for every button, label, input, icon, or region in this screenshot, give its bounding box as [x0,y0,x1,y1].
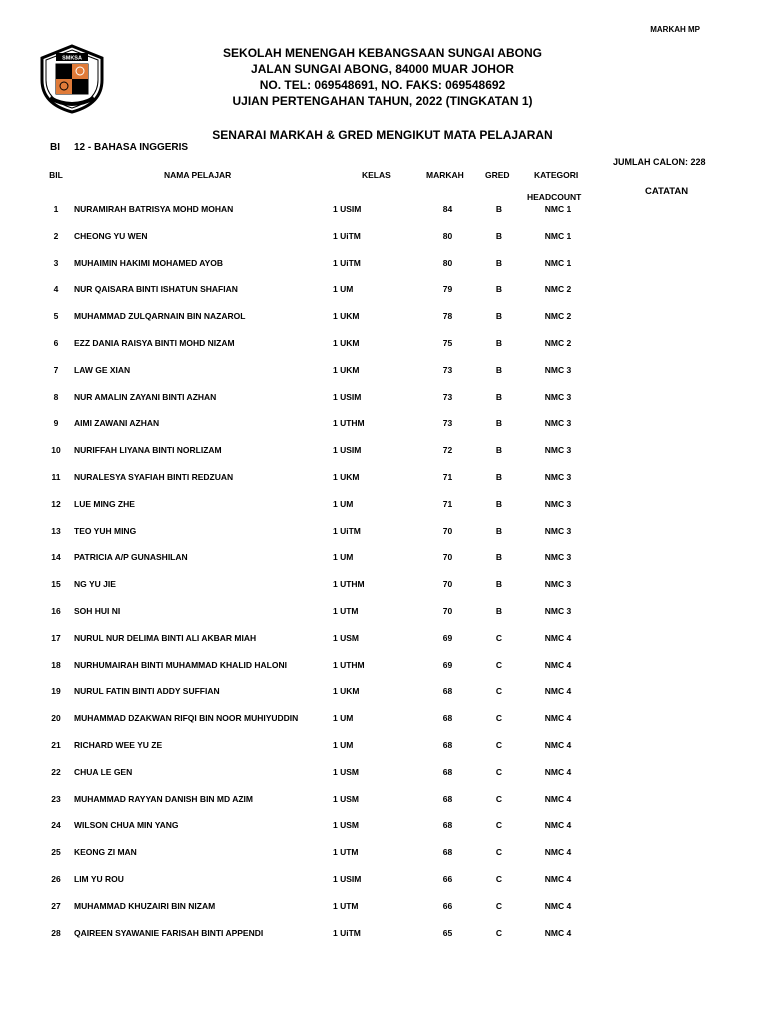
category-value: NMC 3 [544,365,572,375]
student-name: NURUL NUR DELIMA BINTI ALI AKBAR MIAH [74,633,257,643]
grade-value: C [495,767,503,777]
mark-value: 66 [442,901,453,911]
mark-value: 65 [442,928,453,938]
grade-value: B [495,365,503,375]
row-number: 15 [51,579,61,589]
category-value: NMC 4 [544,660,572,670]
mark-value: 72 [442,445,453,455]
subject-name: 12 - BAHASA INGGERIS [74,142,189,153]
category-value: NMC 3 [544,526,572,536]
row-number: 16 [51,606,61,616]
category-value: NMC 3 [544,606,572,616]
class-name: 1 UTHM [333,579,365,589]
student-name: NURIFFAH LIYANA BINTI NORLIZAM [74,445,222,455]
class-name: 1 USIM [333,445,362,455]
category-value: NMC 4 [544,686,572,696]
category-value: NMC 2 [544,338,572,348]
row-number: 8 [53,392,59,402]
mark-value: 73 [442,418,453,428]
row-number: 22 [51,767,61,777]
class-name: 1 UM [333,499,354,509]
row-number: 23 [51,794,61,804]
student-name: NUR AMALIN ZAYANI BINTI AZHAN [74,392,217,402]
mark-value: 80 [442,258,453,268]
school-name: SEKOLAH MENENGAH KEBANGSAAN SUNGAI ABONG [223,46,542,60]
mark-value: 68 [442,820,453,830]
report-subtitle: SENARAI MARKAH & GRED MENGIKUT MATA PELAJARAN [212,128,553,142]
subject-code: BI [50,142,60,153]
mark-value: 73 [442,365,453,375]
crest-text: SMKSA [62,55,82,62]
grade-value: C [495,686,503,696]
grade-value: B [495,579,503,589]
row-number: 3 [53,258,59,268]
school-contact: NO. TEL: 069548691, NO. FAKS: 069548692 [259,78,506,92]
student-name: CHUA LE GEN [74,767,133,777]
student-name: NURHUMAIRAH BINTI MUHAMMAD KHALID HALONI [74,660,287,670]
category-value: NMC 4 [544,820,572,830]
student-name: TEO YUH MING [74,526,137,536]
class-name: 1 USIM [333,392,362,402]
mark-value: 73 [442,392,453,402]
student-name: NG YU JIE [74,579,116,589]
report-code-label: MARKAH MP [650,25,700,34]
school-crest-logo [36,44,108,114]
grade-value: C [495,847,503,857]
mark-value: 78 [442,311,453,321]
row-number: 2 [53,231,59,241]
mark-value: 69 [442,633,453,643]
total-candidates: JUMLAH CALON: 228 [613,157,706,167]
row-number: 4 [53,284,59,294]
category-value: NMC 4 [544,847,572,857]
class-name: 1 UM [333,740,354,750]
student-name: WILSON CHUA MIN YANG [74,820,179,830]
student-name: MUHAMMAD ZULQARNAIN BIN NAZAROL [74,311,246,321]
student-name: NURALESYA SYAFIAH BINTI REDZUAN [74,472,234,482]
row-number: 21 [51,740,61,750]
category-value: NMC 4 [544,767,572,777]
student-name: AIMI ZAWANI AZHAN [74,418,160,428]
class-name: 1 UiTM [333,231,361,241]
grade-value: C [495,901,503,911]
row-number: 25 [51,847,61,857]
category-value: NMC 4 [544,874,572,884]
exam-title: UJIAN PERTENGAHAN TAHUN, 2022 (TINGKATAN 1) [232,94,533,108]
class-name: 1 UKM [333,311,360,321]
class-name: 1 USM [333,794,359,804]
category-value: NMC 3 [544,418,572,428]
row-number: 9 [53,418,59,428]
category-value: NMC 1 [544,204,572,214]
class-name: 1 UM [333,284,354,294]
grade-value: B [495,392,503,402]
category-value: NMC 3 [544,472,572,482]
grade-value: C [495,740,503,750]
row-number: 26 [51,874,61,884]
column-header-nama: NAMA PELAJAR [164,170,232,180]
class-name: 1 UM [333,713,354,723]
mark-value: 68 [442,713,453,723]
row-number: 6 [53,338,59,348]
class-name: 1 UiTM [333,258,361,268]
row-number: 17 [51,633,61,643]
category-value: NMC 3 [544,445,572,455]
grade-value: B [495,258,503,268]
student-name: PATRICIA A/P GUNASHILAN [74,552,188,562]
grade-value: B [495,552,503,562]
student-name: MUHAIMIN HAKIMI MOHAMED AYOB [74,258,224,268]
class-name: 1 UiTM [333,526,361,536]
class-name: 1 UiTM [333,928,361,938]
mark-value: 80 [442,231,453,241]
mark-value: 71 [442,472,453,482]
grade-value: C [495,713,503,723]
mark-value: 68 [442,847,453,857]
grade-value: B [495,418,503,428]
student-name: CHEONG YU WEN [74,231,148,241]
column-header-markah: MARKAH [426,170,464,180]
row-number: 28 [51,928,61,938]
grade-value: C [495,633,503,643]
grade-value: B [495,311,503,321]
student-name: EZZ DANIA RAISYA BINTI MOHD NIZAM [74,338,235,348]
mark-value: 70 [442,526,453,536]
row-number: 20 [51,713,61,723]
class-name: 1 UTHM [333,660,365,670]
mark-value: 70 [442,606,453,616]
class-name: 1 UTHM [333,418,365,428]
row-number: 19 [51,686,61,696]
grade-value: C [495,874,503,884]
student-name: SOH HUI NI [74,606,121,616]
category-value: NMC 1 [544,231,572,241]
class-name: 1 USIM [333,874,362,884]
row-number: 27 [51,901,61,911]
school-address: JALAN SUNGAI ABONG, 84000 MUAR JOHOR [251,62,514,76]
student-name: LUE MING ZHE [74,499,135,509]
category-value: NMC 2 [544,311,572,321]
row-number: 24 [51,820,61,830]
category-value: NMC 4 [544,928,572,938]
student-name: LIM YU ROU [74,874,124,884]
student-name: MUHAMMAD RAYYAN DANISH BIN MD AZIM [74,794,253,804]
row-number: 11 [51,472,61,482]
category-value: NMC 3 [544,552,572,562]
column-header-kelas: KELAS [362,170,391,180]
student-name: KEONG ZI MAN [74,847,137,857]
student-name: NURAMIRAH BATRISYA MOHD MOHAN [74,204,234,214]
category-value: NMC 4 [544,740,572,750]
category-value: NMC 3 [544,392,572,402]
student-name: NUR QAISARA BINTI ISHATUN SHAFIAN [74,284,238,294]
grade-value: C [495,794,503,804]
row-number: 7 [53,365,59,375]
class-name: 1 UM [333,552,354,562]
class-name: 1 UKM [333,686,360,696]
class-name: 1 USM [333,767,359,777]
mark-value: 79 [442,284,453,294]
category-value: NMC 3 [544,579,572,589]
class-name: 1 UTM [333,847,359,857]
grade-value: B [495,606,503,616]
grade-value: B [495,231,503,241]
category-value: NMC 4 [544,901,572,911]
column-header-bil: BIL [49,170,63,180]
mark-value: 84 [442,204,453,214]
student-name: MUHAMMAD KHUZAIRI BIN NIZAM [74,901,216,911]
category-value: NMC 4 [544,794,572,804]
grade-value: B [495,284,503,294]
grade-value: C [495,820,503,830]
student-name: RICHARD WEE YU ZE [74,740,163,750]
column-header-catatan: CATATAN [645,186,689,197]
category-value: NMC 4 [544,633,572,643]
student-name: LAW GE XIAN [74,365,131,375]
mark-value: 68 [442,686,453,696]
mark-value: 66 [442,874,453,884]
mark-value: 71 [442,499,453,509]
category-value: NMC 2 [544,284,572,294]
row-number: 10 [51,445,61,455]
student-name: NURUL FATIN BINTI ADDY SUFFIAN [74,686,220,696]
grade-value: B [495,526,503,536]
grade-value: B [495,472,503,482]
mark-value: 75 [442,338,453,348]
column-header-headcount: HEADCOUNT [527,192,582,202]
mark-value: 69 [442,660,453,670]
row-number: 5 [53,311,59,321]
grade-value: B [495,445,503,455]
grade-value: C [495,660,503,670]
row-number: 12 [51,499,61,509]
grade-value: B [495,338,503,348]
category-value: NMC 3 [544,499,572,509]
class-name: 1 UTM [333,901,359,911]
mark-value: 68 [442,767,453,777]
mark-value: 68 [442,740,453,750]
mark-value: 70 [442,552,453,562]
column-header-gred: GRED [485,170,510,180]
category-value: NMC 4 [544,713,572,723]
class-name: 1 UTM [333,606,359,616]
row-number: 14 [51,552,61,562]
class-name: 1 USM [333,820,359,830]
category-value: NMC 1 [544,258,572,268]
class-name: 1 USM [333,633,359,643]
grade-value: C [495,928,503,938]
mark-value: 68 [442,794,453,804]
column-header-kategori: KATEGORI [534,170,579,180]
class-name: 1 UKM [333,472,360,482]
class-name: 1 USIM [333,204,362,214]
grade-value: B [495,499,503,509]
mark-value: 70 [442,579,453,589]
class-name: 1 UKM [333,365,360,375]
student-name: QAIREEN SYAWANIE FARISAH BINTI APPENDI [74,928,264,938]
student-name: MUHAMMAD DZAKWAN RIFQI BIN NOOR MUHIYUDDIN [74,713,299,723]
grade-value: B [495,204,503,214]
class-name: 1 UKM [333,338,360,348]
row-number: 1 [53,204,59,214]
row-number: 13 [51,526,61,536]
row-number: 18 [51,660,61,670]
